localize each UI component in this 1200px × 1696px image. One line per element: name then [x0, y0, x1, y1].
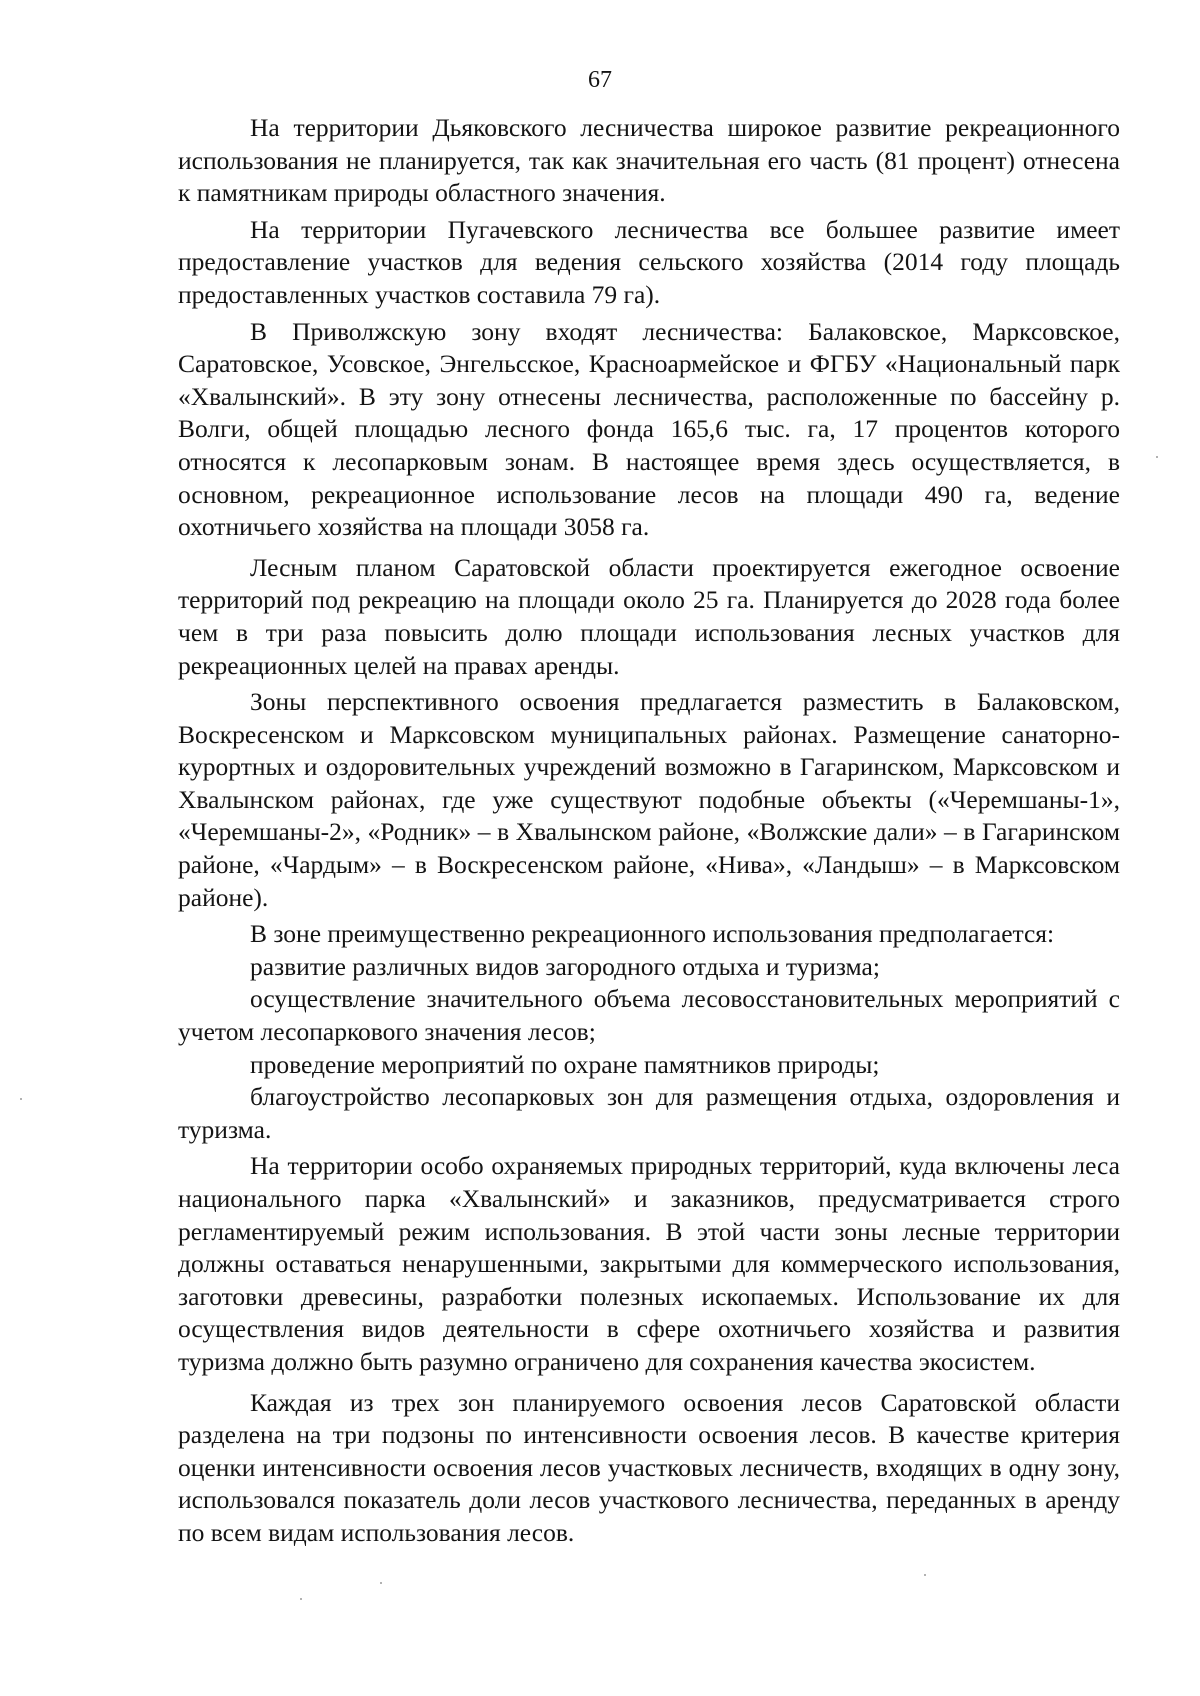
scan-speck — [380, 1582, 382, 1584]
paragraph-forest-plan: Лесным планом Саратовской области проектируется ежегодное освоение территорий под рекреацию на площади около 25 га. Планируется до 2028 года более чем в три раза повысить долю площади использования лесных участков для рекреационных целей на правах аренды. — [178, 552, 1120, 680]
paragraph-dyakovskoe: На территории Дьяковского лесничества широкое развитие рекреационного использования не планируется, так как значительная его часть (81 процент) отнесена к памятникам природы областного значения. — [178, 113, 1120, 208]
scan-speck — [924, 1574, 926, 1576]
paragraph-perspective-zones: Зоны перспективного освоения предлагается разместить в Балаковском, Воскресенском и Марксовском муниципальных районах. Размещение санаторно-курортных и оздоровительных учреждений возможно в Гагаринском, Марксовском и Хвалынском районах, где уже существуют подобные объекты («Черемшаны-1», «Черемшаны-2», «Родник» – в Хвалынском районе, «Волжские дали» – в Гагаринском районе, «Чардым» – в Воскресенском районе, «Нива», «Ландыш» – в Марксовском районе). — [178, 687, 1120, 912]
scan-speck — [20, 1098, 22, 1100]
scan-speck — [1156, 456, 1158, 458]
list-item-nature-monuments: проведение мероприятий по охране памятников природы; — [250, 1049, 880, 1079]
list-item-tourism: развитие различных видов загородного отдыха и туризма; — [250, 951, 880, 981]
list-item-reforestation: осуществление значительного объема лесовосстановительных мероприятий с учетом лесопаркового значения лесов; — [178, 984, 1120, 1047]
document-body — [178, 112, 1120, 1554]
paragraph-privolzhskaya-zone: В Приволжскую зону входят лесничества: Балаковское, Марксовское, Саратовское, Усовское, Энгельсское, Красноармейское и ФГБУ «Национальный парк «Хвалынский». В эту зону отнесены лесничества, расположенные по бассейну р. Волги, общей площадью лесного фонда 165,6 тыс. га, 17 процентов которого относятся к лесопарковым зонам. В настоящее время здесь осуществляется, в основном, рекреационное использование лесов на площади 490 га, ведение охотничьего хозяйства на площади 3058 га. — [178, 316, 1120, 542]
list-item-park-improvement: благоустройство лесопарковых зон для размещения отдыха, оздоровления и туризма. — [178, 1082, 1120, 1144]
paragraph-pugachevskoe: На территории Пугачевского лесничества все большее развитие имеет предоставление участков для ведения сельского хозяйства (2014 году площадь предоставленных участков составила 79 га). — [178, 214, 1120, 309]
paragraph-subzones: Каждая из трех зон планируемого освоения лесов Саратовской области разделена на три подзоны по интенсивности освоения лесов. В качестве критерия оценки интенсивности освоения лесов участковых лесничеств, входящих в одну зону, использовался показатель доли лесов участкового лесничества, переданных в аренду по всем видам использования лесов. — [178, 1387, 1120, 1547]
scan-speck — [300, 1598, 302, 1600]
paragraph-protected-areas: На территории особо охраняемых природных территорий, куда включены леса национального парка «Хвалынский» и заказников, предусматривается строго регламентируемый режим использования. В этой части зоны лесные территории должны оставаться ненарушенными, закрытыми для коммерческого использования, заготовки древесины, разработки полезных ископаемых. Использование их для осуществления видов деятельности в сфере охотничьего хозяйства и развития туризма должно быть разумно ограничено для сохранения качества экосистем. — [178, 1151, 1120, 1376]
page-number: 67 — [588, 67, 612, 93]
paragraph-recreation-intro: В зоне преимущественно рекреационного использования предполагается: — [250, 919, 1055, 949]
